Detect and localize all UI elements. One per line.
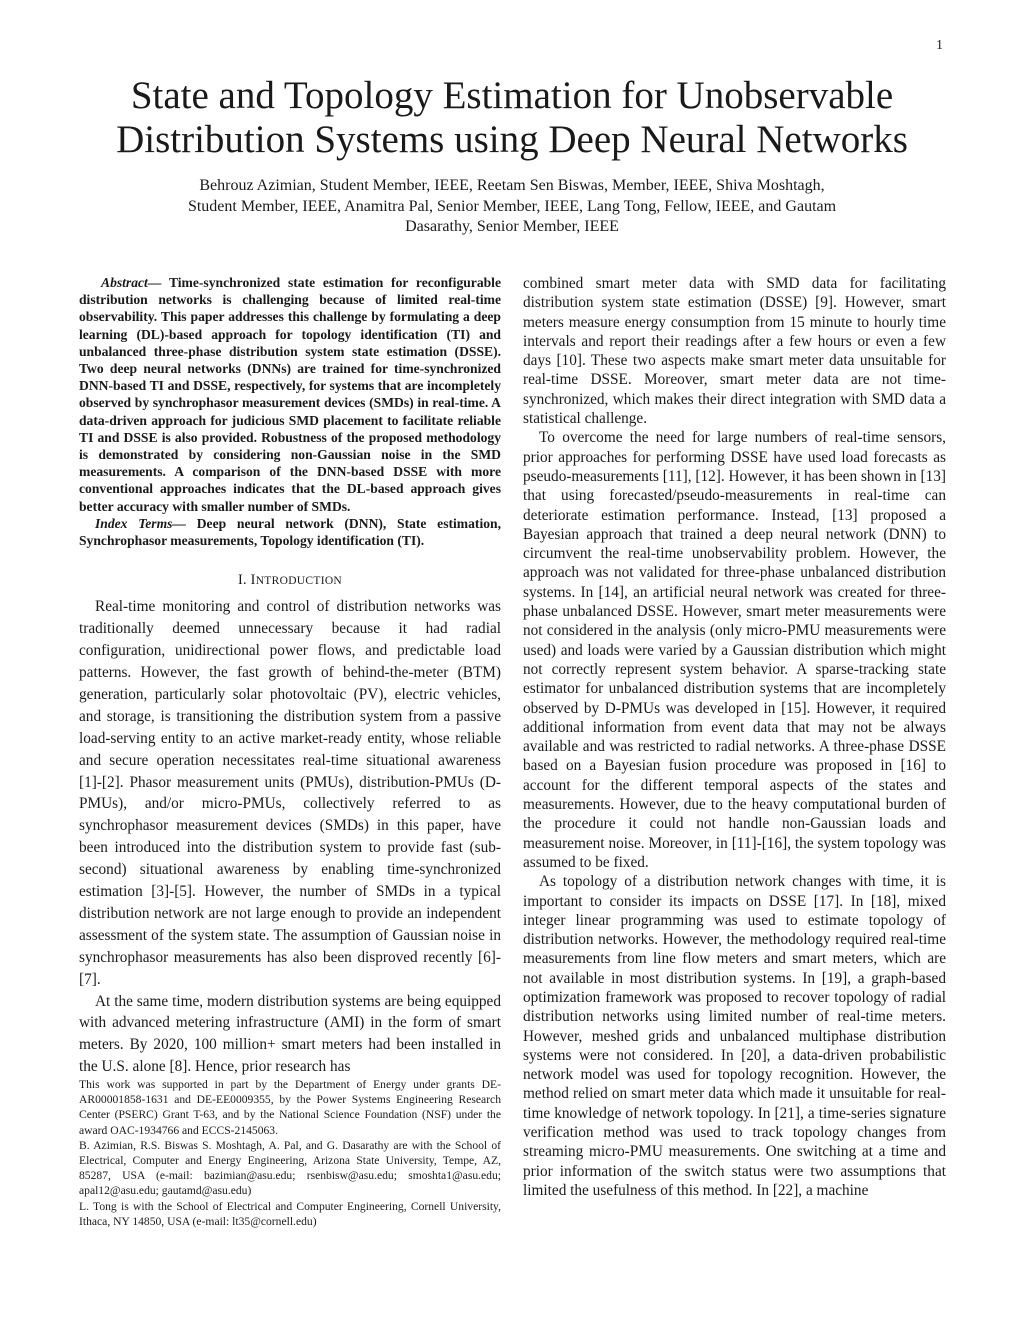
abstract (79, 274, 501, 515)
body-paragraph: combined smart meter data with SMD data for facilitating distribution system state estimation (DSSE) [9]. However, smart meters measure energy consumption from 15 minute to hourly time intervals and report their readings after a few hours or even a few days [10]. These two aspects make smart meter data unsuitable for real-time DSSE. Moreover, smart meter data are not time-synchronized, which makes their direct integration with SMD data a statistical challenge. (523, 275, 946, 428)
paper-title (0, 74, 1024, 162)
author-line-2: Student Member, IEEE, Anamitra Pal, Senior Member, IEEE, Lang Tong, Fellow, IEEE, and Gautam (187, 197, 837, 215)
author-line-1: Behrouz Azimian, Student Member, IEEE, Reetam Sen Biswas, Member, IEEE, Shiva Moshtagh, (199, 177, 825, 194)
footnote-block (79, 1077, 501, 1229)
footnote-affiliation-asu: B. Azimian, R.S. Biswas S. Moshtagh, A. Pal, and G. Dasarathy are with the School of Electrical, Computer and Energy Engineering, Arizona State University, Tempe, AZ, 85287, USA (e-mail: bazimian@asu.edu; rsenbisw@asu.edu; smoshta1@asu.edu; apal12@asu.edu; gautamd@asu.edu) (79, 1138, 501, 1198)
author-list (96, 176, 928, 238)
abstract-text: Time-synchronized state estimation for reconfigurable distribution networks is challenging because of limited real-time observability. This paper addresses this challenge by formulating a deep learning (DL)-based approach for topology identification (TI) and unbalanced three-phase distribution system state estimation (DSSE). Two deep neural networks (DNNs) are trained for time-synchronized DNN-based TI and DSSE, respectively, for systems that are incompletely observed by synchrophasor measurement devices (SMDs) in real-time. A data-driven approach for judicious SMD placement to facilitate reliable TI and DSSE is also provided. Robustness of the proposed methodology is demonstrated by considering non-Gaussian noise in the SMD measurements. A comparison of the DNN-based DSSE with more conventional approaches indicates that the DL-based approach gives better accuracy with smaller number of SMDs. (79, 275, 501, 514)
footnote-funding: This work was supported in part by the Department of Energy under grants DE-AR00001858-1631 and DE-EE0009355, by the Power Systems Engineering Research Center (PSERC) Grant T-63, and by the National Science Foundation (NSF) under the award OAC-1934766 and ECCS-2145063. (79, 1078, 501, 1137)
body-paragraph: To overcome the need for large numbers of real-time sensors, prior approaches for performing DSSE have used load forecasts as pseudo-measurements [11], [12]. However, it has been shown in [13] that using forecasted/pseudo-measurements in real-time can deteriorate estimation performance. Instead, [13] proposed a Bayesian approach that trained a deep neural network (DNN) to circumvent the real-time unobservability problem. However, the approach was not validated for three-phase unbalanced distribution systems. In [14], an artificial neural network was created for three-phase unbalanced DSSE. However, smart meter measurements were not considered in the analysis (only micro-PMU measurements were used) and loads were varied by a Gaussian distribution which might not correctly represent system behavior. A sparse-tracking state estimator for unbalanced distribution systems that are incompletely observed by D-PMUs was developed in [15]. However, it required additional information from event data that may not be always available and was restricted to radial networks. A three-phase DSSE based on a Bayesian fusion procedure was proposed in [16] to account for the different temporal aspects of the states and measurements. However, due to the heavy computational burden of the procedure it could not handle non-Gaussian loads and measurement noise. Moreover, in [11]-[16], the system topology was assumed to be fixed. (523, 429, 946, 871)
body-paragraph: As topology of a distribution network changes with time, it is important to consider its impacts on DSSE [17]. In [18], mixed integer linear programming was used to estimate topology of distribution networks. However, the methodology required real-time measurements from line flow meters and smart meters, which are not available in most distribution systems. In [19], a graph-based optimization framework was proposed to recover topology of radial distribution networks using limited number of real-time meters. However, meshed grids and unbalanced multiphase distribution systems were not considered. In [20], a data-driven probabilistic network model was used for topology recognition. However, the method relied on smart meter data which made it unsuitable for real-time knowledge of network topology. In [21], a time-series signature verification method was used to track topology changes from streaming micro-PMU measurements. One switching at a time and prior information of the switch status were two assumptions that limited the usefulness of this method. In [22], a machine (523, 873, 946, 1199)
title-line-2: Distribution Systems using Deep Neural Networks (116, 118, 908, 161)
index-terms-text: Deep neural network (DNN), State estimation, Synchrophasor measurements, Topology identification (TI). (79, 515, 501, 549)
page-number: 1 (936, 38, 943, 53)
right-column (523, 274, 946, 1200)
left-column (79, 274, 501, 1078)
index-terms (79, 515, 501, 549)
index-terms-label: Index Terms— (95, 515, 187, 531)
footnote-affiliation-cornell: L. Tong is with the School of Electrical and Computer Engineering, Cornell University, Ithaca, NY 14850, USA (e-mail: lt35@cornell.edu) (79, 1199, 501, 1228)
section-heading-introduction: I. INTRODUCTION (237, 572, 343, 589)
intro-paragraph: At the same time, modern distribution systems are being equipped with advanced metering infrastructure (AMI) in the form of smart meters. By 2020, 100 million+ smart meters had been installed in the U.S. alone [8]. Hence, prior research has (79, 992, 501, 1076)
title-line-1: State and Topology Estimation for Unobservable (130, 74, 894, 117)
abstract-label: Abstract— (101, 275, 162, 290)
author-line-3: Dasarathy, Senior Member, IEEE (405, 218, 619, 235)
intro-paragraph: Real-time monitoring and control of distribution networks was traditionally deemed unnecessary because it had radial configuration, unidirectional power flows, and predictable load patterns. However, the fast growth of behind-the-meter (BTM) generation, particularly solar photovoltaic (PV), electric vehicles, and storage, is transitioning the distribution system from a passive load-serving entity to an active market-ready entity, whose reliable and secure operation necessitates real-time situational awareness [1]-[2]. Phasor measurement units (PMUs), distribution-PMUs (D-PMUs), and/or micro-PMUs, collectively referred to as synchrophasor measurement devices (SMDs) in this paper, have been introduced into the distribution system to provide fast (sub-second) situational awareness by enabling time-synchronized estimation [3]-[5]. However, the number of SMDs in a typical distribution network are not large enough to provide an independent assessment of the system state. The assumption of Gaussian noise in synchrophasor measurements has also been disproved recently [6]-[7]. (79, 598, 501, 988)
